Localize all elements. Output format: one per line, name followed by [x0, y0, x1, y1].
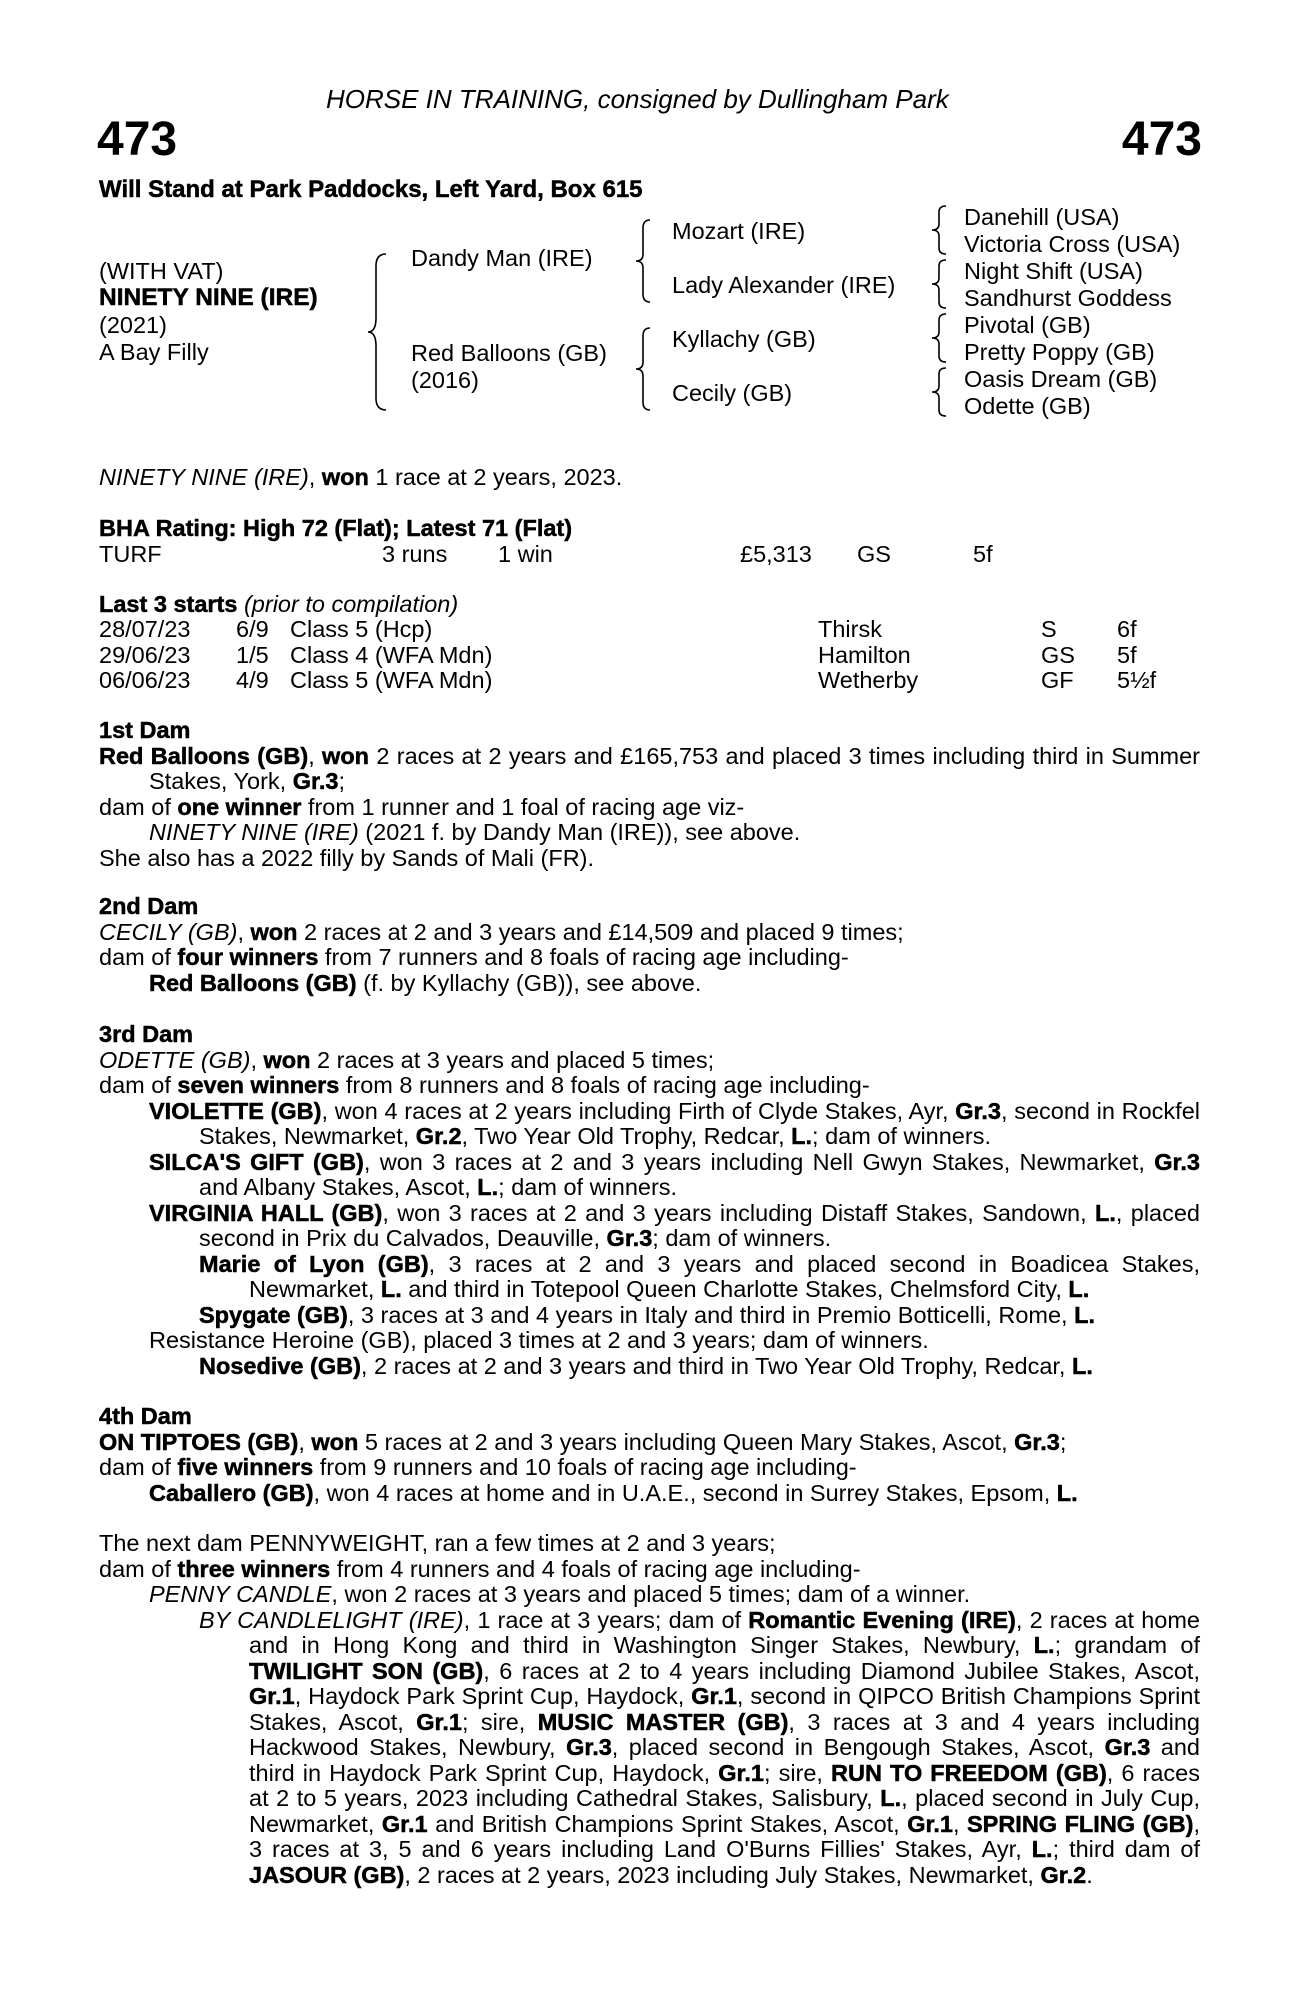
first-dam-section	[99, 718, 1200, 871]
rating-distance: 5f	[973, 541, 993, 567]
pedigree-gg: Odette (GB)	[964, 393, 1091, 419]
last-starts-table	[99, 617, 1156, 694]
last-starts-heading: Last 3 starts (prior to compilation)	[99, 591, 459, 617]
section-heading: 1st Dam	[99, 717, 191, 743]
dam-entry: The next dam PENNYWEIGHT, ran a few times at 2 and 3 years;	[99, 1530, 776, 1556]
pedigree-brace-sire	[636, 218, 656, 304]
pedigree-gg: Danehill (USA)	[964, 204, 1120, 230]
pedigree-brace-gg3	[932, 312, 952, 364]
vat-status: (WITH VAT)	[99, 258, 224, 284]
horse-description: A Bay Filly	[99, 339, 209, 365]
pedigree-gg: Pivotal (GB)	[964, 312, 1091, 338]
produce-entry: Caballero (GB), won 4 races at home and in U.A.E., second in Surrey Stakes, Epsom, L.	[149, 1479, 1078, 1506]
pedigree-dam-year: (2016)	[411, 367, 479, 393]
produce-entry: NINETY NINE (IRE) (2021 f. by Dandy Man (IRE)), see above.	[149, 819, 801, 845]
third-dam-section	[99, 1022, 1200, 1379]
section-heading: 2nd Dam	[99, 893, 199, 919]
pedigree-dam-dam: Cecily (GB)	[672, 380, 793, 406]
produce-entry: Spygate (GB), 3 races at 3 and 4 years in Italy and third in Premio Botticelli, Rome, L.	[199, 1301, 1095, 1328]
rating-wins: 1 win	[498, 541, 553, 567]
produce-line: dam of four winners from 7 runners and 8 foals of racing age including-	[99, 944, 849, 970]
horse-year: (2021)	[99, 312, 167, 338]
pedigree-brace-dam	[636, 326, 656, 412]
produce-entry: VIOLETTE (GB), won 4 races at 2 years including Firth of Clyde Stakes, Ayr, Gr.3, second in Rockfel Stakes, Newmarket, Gr.2, Two Year Old Trophy, Redcar, L.; dam of winners.	[149, 1097, 1200, 1149]
produce-line: dam of seven winners from 8 runners and 8 foals of racing age including-	[99, 1072, 870, 1098]
pedigree-sire: Dandy Man (IRE)	[411, 245, 593, 271]
rating-surface: TURF	[99, 541, 162, 567]
table-row: 06/06/23 4/9 Class 5 (WFA Mdn) Wetherby GF 5½f	[99, 667, 1157, 693]
pedigree-gg: Pretty Poppy (GB)	[964, 339, 1155, 365]
produce-note: She also has a 2022 filly by Sands of Mali (FR).	[99, 844, 595, 871]
produce-entry: Resistance Heroine (GB), placed 3 times at 2 and 3 years; dam of winners.	[149, 1327, 929, 1353]
pedigree-brace-gg4	[932, 366, 952, 418]
pedigree-sire-dam: Lady Alexander (IRE)	[672, 272, 896, 298]
horse-name: NINETY NINE (IRE)	[99, 284, 318, 311]
rating-runs: 3 runs	[382, 541, 448, 567]
second-dam-section	[99, 894, 1200, 996]
table-row: 28/07/23 6/9 Class 5 (Hcp) Thirsk S 6f	[99, 616, 1137, 642]
rating-going: GS	[857, 541, 891, 567]
produce-line: dam of three winners from 4 runners and 4 foals of racing age including-	[99, 1555, 861, 1582]
section-heading: 4th Dam	[99, 1403, 192, 1429]
pedigree-brace-gg1	[932, 204, 952, 256]
pedigree-sire-sire: Mozart (IRE)	[672, 218, 806, 244]
pedigree-gg: Oasis Dream (GB)	[964, 366, 1158, 392]
produce-line: dam of one winner from 1 runner and 1 foal of racing age viz-	[99, 793, 745, 820]
pedigree-gg: Sandhurst Goddess	[964, 285, 1172, 311]
produce-line: dam of five winners from 9 runners and 10 foals of racing age including-	[99, 1454, 857, 1480]
lot-number-left: 473	[97, 113, 178, 166]
lot-number-right: 473	[1121, 113, 1202, 166]
table-row: 29/06/23 1/5 Class 4 (WFA Mdn) Hamilton GS 5f	[99, 641, 1137, 668]
pedigree-dam: Red Balloons (GB)	[411, 340, 607, 366]
dam-entry: ON TIPTOES (GB), won 5 races at 2 and 3 years including Queen Mary Stakes, Ascot, Gr.3;	[99, 1428, 1067, 1455]
fourth-dam-section	[99, 1404, 1200, 1506]
dam-entry: Red Balloons (GB), won 2 races at 2 years and £165,753 and placed 3 times including third in Summer Stakes, York, Gr.3;	[99, 742, 1201, 794]
next-dam-section	[99, 1531, 1200, 1888]
pedigree-brace-main	[368, 252, 392, 412]
pedigree-dam-sire: Kyllachy (GB)	[672, 326, 816, 352]
pedigree-gg: Victoria Cross (USA)	[964, 231, 1181, 257]
rating-prize: £5,313	[740, 541, 812, 567]
stand-location: Will Stand at Park Paddocks, Left Yard, Box 615	[99, 176, 643, 203]
section-heading: 3rd Dam	[99, 1021, 194, 1047]
pedigree-gg: Night Shift (USA)	[964, 258, 1143, 284]
produce-entry: VIRGINIA HALL (GB), won 3 races at 2 and 3 years including Distaff Stakes, Sandown, L., placed second in Prix du Calvados, Deauville, Gr.3; dam of winners.	[149, 1199, 1200, 1251]
dam-entry: ODETTE (GB), won 2 races at 3 years and placed 5 times;	[99, 1046, 715, 1073]
produce-entry: Red Balloons (GB) (f. by Kyllachy (GB)), see above.	[149, 969, 702, 996]
pedigree-brace-gg2	[932, 258, 952, 310]
produce-entry: Nosedive (GB), 2 races at 2 and 3 years and third in Two Year Old Trophy, Redcar, L.	[199, 1352, 1093, 1379]
produce-entry: Marie of Lyon (GB), 3 races at 2 and 3 years and placed second in Boadicea Stakes, Newmarket, L. and third in Totepool Queen Charlotte Stakes, Chelmsford City, L.	[199, 1250, 1200, 1302]
produce-entry: SILCA'S GIFT (GB), won 3 races at 2 and 3 years including Nell Gwyn Stakes, Newmarket, Gr.3 and Albany Stakes, Ascot, L.; dam of winners.	[149, 1148, 1200, 1200]
catalogue-header: HORSE IN TRAINING, consigned by Dullingham Park	[326, 84, 949, 114]
dam-entry: CECILY (GB), won 2 races at 2 and 3 years and £14,509 and placed 9 times;	[99, 918, 904, 945]
produce-entry: PENNY CANDLE, won 2 races at 3 years and placed 5 times; dam of a winner.	[149, 1581, 971, 1607]
bha-rating: BHA Rating: High 72 (Flat); Latest 71 (Flat)	[99, 515, 573, 541]
race-summary: NINETY NINE (IRE), won 1 race at 2 years, 2023.	[99, 464, 623, 490]
produce-entry: BY CANDLELIGHT (IRE), 1 race at 3 years; dam of Romantic Evening (IRE), 2 races at home and in Hong Kong and third in Washington Singer Stakes, Newbury, L.; grandam of TWILIGHT SON (GB), 6 races at 2 to 4 years including Diamond Jubilee Stakes, Ascot, Gr.1, Haydock Park Sprint Cup, Haydock, Gr.1, second in QIPCO British Champions Sprint Stakes, Ascot, Gr.1; sire, MUSIC MASTER (GB), 3 races at 3 and 4 years including Hackwood Stakes, Newbury, Gr.3, placed second in Bengough Stakes, Ascot, Gr.3 and third in Haydock Park Sprint Cup, Haydock, Gr.1; sire, RUN TO FREEDOM (GB), 6 races at 2 to 5 years, 2023 including Cathedral Stakes, Salisbury, L., placed second in July Cup, Newmarket, Gr.1 and British Champions Sprint Stakes, Ascot, Gr.1, SPRING FLING (GB), 3 races at 3, 5 and 6 years including Land O'Burns Fillies' Stakes, Ayr, L.; third dam of JASOUR (GB), 2 races at 2 years, 2023 including July Stakes, Newmarket, Gr.2.	[199, 1606, 1201, 1888]
